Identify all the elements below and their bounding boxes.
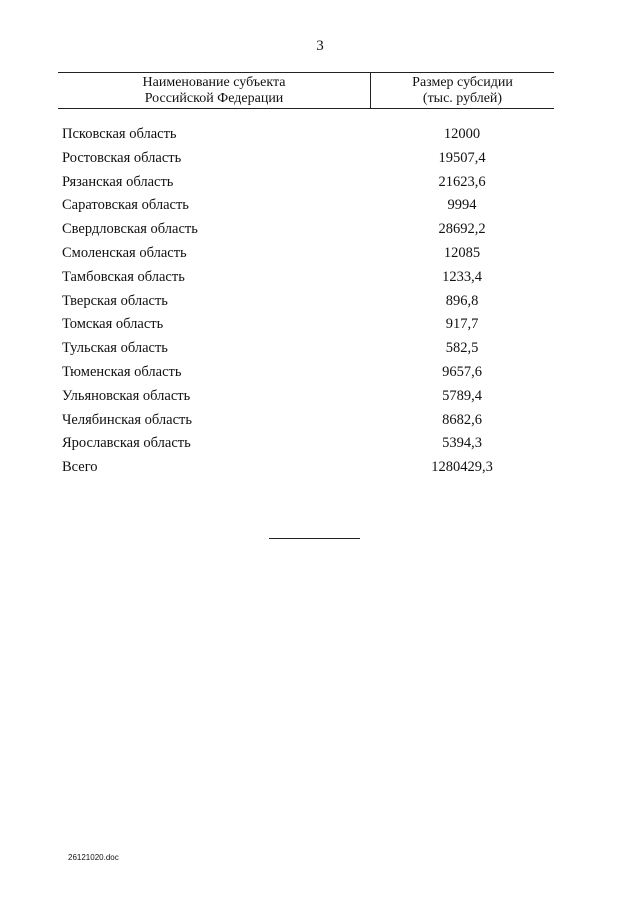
page-number: 3 xyxy=(316,38,324,54)
region-name: Ярославская область xyxy=(62,435,191,452)
region-name: Томская область xyxy=(62,316,164,333)
subsidy-amount: 1233,4 xyxy=(442,268,482,285)
table-row xyxy=(0,313,640,337)
table-row xyxy=(0,290,640,314)
table-row xyxy=(0,218,640,242)
region-name: Ульяновская область xyxy=(62,387,191,404)
header-subsidy-amount-line2: (тыс. рублей) xyxy=(422,91,503,106)
table-row xyxy=(0,123,640,147)
table-row xyxy=(0,385,640,409)
subsidy-amount: 582,5 xyxy=(445,340,479,357)
region-name: Рязанская область xyxy=(62,173,174,190)
table-header xyxy=(58,72,554,109)
region-name: Тверская область xyxy=(62,292,168,309)
header-region-name-line1: Наименование субъекта xyxy=(142,75,286,90)
table-row xyxy=(0,361,640,385)
region-name: Смоленская область xyxy=(62,244,187,261)
region-name: Тюменская область xyxy=(62,363,182,380)
region-name: Псковская область xyxy=(62,126,177,142)
subsidy-amount: 12000 xyxy=(443,126,481,142)
table-row xyxy=(0,171,640,195)
total-label: Всего xyxy=(62,459,98,476)
region-name: Тульская область xyxy=(62,340,168,357)
region-name: Саратовская область xyxy=(62,197,189,214)
region-name: Свердловская область xyxy=(62,221,198,238)
closing-separator-line xyxy=(269,538,360,539)
table-row xyxy=(0,432,640,456)
table-row xyxy=(0,409,640,433)
subsidy-amount: 5394,3 xyxy=(442,435,482,452)
total-amount: 1280429,3 xyxy=(431,459,493,476)
table-body xyxy=(0,123,640,480)
table-row xyxy=(0,242,640,266)
subsidy-amount: 12085 xyxy=(443,244,481,261)
header-subsidy-amount-line1: Размер субсидии xyxy=(412,75,513,90)
subsidy-amount: 21623,6 xyxy=(438,173,486,190)
subsidy-amount: 8682,6 xyxy=(442,411,482,428)
table-row xyxy=(0,147,640,171)
subsidy-amount: 5789,4 xyxy=(442,387,482,404)
header-subsidy-amount xyxy=(371,75,554,107)
table-row xyxy=(0,337,640,361)
subsidy-amount: 896,8 xyxy=(445,292,479,309)
table-row xyxy=(0,194,640,218)
region-name: Челябинская область xyxy=(62,411,192,428)
subsidy-amount: 917,7 xyxy=(445,316,479,333)
subsidy-amount: 9994 xyxy=(447,197,477,214)
header-region-name-line2: Российской Федерации xyxy=(144,91,284,106)
document-code: 26121020.doc xyxy=(68,853,119,862)
subsidy-amount: 19507,4 xyxy=(438,149,486,166)
region-name: Тамбовская область xyxy=(62,268,185,285)
subsidy-amount: 28692,2 xyxy=(438,221,486,238)
subsidy-amount: 9657,6 xyxy=(442,363,482,380)
region-name: Ростовская область xyxy=(62,149,182,166)
total-row xyxy=(0,456,640,480)
header-region-name xyxy=(58,75,370,107)
table-row xyxy=(0,266,640,290)
